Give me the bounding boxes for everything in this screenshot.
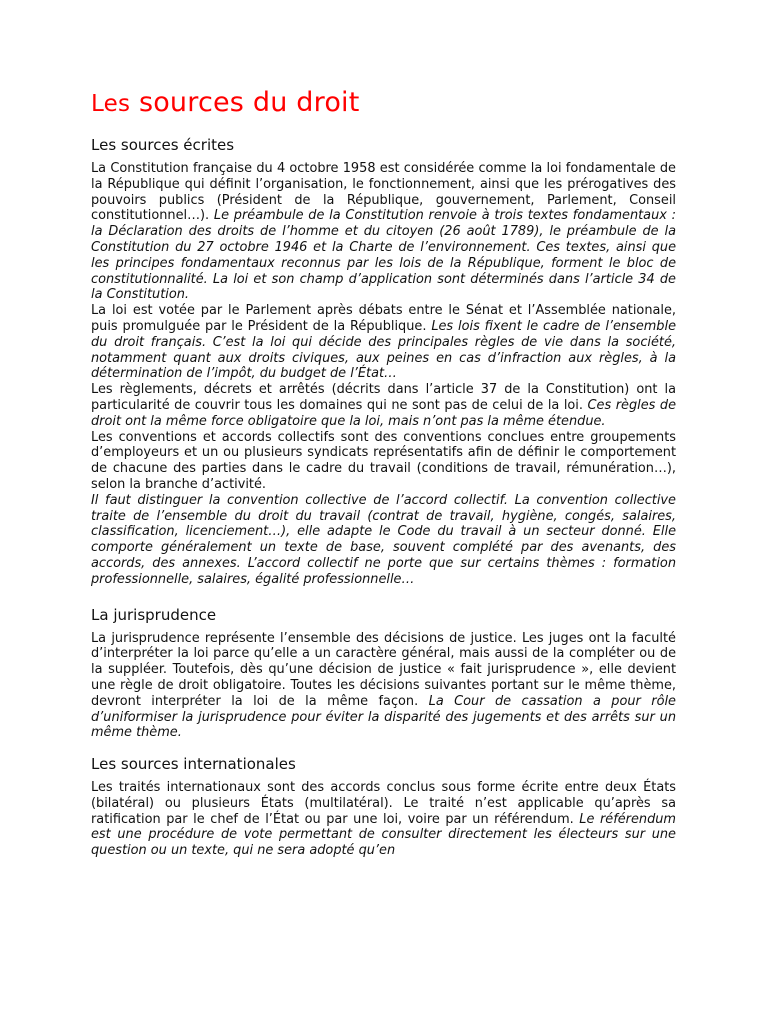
paragraph-italic-text: Il faut distinguer la convention collective de l’accord collectif. La convention collective traite de l’ensemble du droit du travail (contrat de travail, hygiène, congés, salaires, classification, licenciement…), elle adapte le Code du travail à un secteur donné. Elle comporte généralement un texte de base, souvent complété par des avenants, des accords, des annexes. L’accord collectif ne porte que sur certains thèmes : formation professionnelle, salaires, égalité professionnelle… xyxy=(91,492,676,587)
section-heading: La jurisprudence xyxy=(91,605,217,624)
paragraph-italic-text: Les lois fixent le cadre de l’ensemble du droit français. C’est la loi qui décide des principales règles de vie dans la société, notamment quant aux droits civiques, aux peines en cas d’infraction aux règles, à la détermination de l’impôt, du budget de l’État… xyxy=(91,318,677,382)
section-sources-internationales xyxy=(91,754,676,859)
section-jurisprudence xyxy=(91,605,676,742)
document-title xyxy=(91,86,676,121)
paragraph-italic-text: Le référendum est une procédure de vote permettant de consulter directement les électeurs sur une question ou un texte, qui ne sera adopté qu’en xyxy=(91,811,676,859)
paragraph-text: La jurisprudence représente l’ensemble des décisions de justice. Les juges ont la faculté d’interpréter la loi parce qu’elle a un caractère général, mais aussi de la compléter ou de la suppléer. Toutefois, dès qu’une décision de justice « fait jurisprudence », elle devient une règle de droit obligatoire. Toutes les décisions suivantes portant sur le même thème, devront interpréter la loi de la même façon. xyxy=(91,630,676,709)
paragraph-italic-text: Ces règles de droit ont la même force obligatoire que la loi, mais n’ont pas la même étendue. xyxy=(91,397,676,429)
paragraph-text: Les traités internationaux sont des accords conclus sous forme écrite entre deux États (bilatéral) ou plusieurs États (multilatéral). Le traité n’est applicable qu’après sa ratification par le chef de l’État ou par une loi, voire par un référendum. xyxy=(91,780,676,827)
paragraph-text: La Constitution française du 4 octobre 1958 est considérée comme la loi fondamentale de la République qui définit l’organisation, le fonctionnement, ainsi que les prérogatives des pouvoirs publics (Président de la République, gouvernement, Parlement, Conseil constitutionnel…). xyxy=(91,161,676,224)
paragraph-text: Les conventions et accords collectifs sont des conventions conclues entre groupements d’employeurs et un ou plusieurs syndicats représentatifs afin de définir le comportement de chacune des parties dans le cadre du travail (conditions de travail, rémunération…), selon la branche d’activité. xyxy=(91,429,676,492)
paragraph-italic-text: La Cour de cassation a pour rôle d’uniformiser la jurisprudence pour éviter la disparité des jugements et des arrêts sur un même thème. xyxy=(91,693,676,741)
paragraph-italic-text: Le préambule de la Constitution renvoie à trois textes fondamentaux : la Déclaration des droits de l’homme et du citoyen (26 août 1789), le préambule de la Constitution du 27 octobre 1946 et la Charte de l’environnement. Ces textes, ainsi que les principes fondamentaux reconnus par les lois de la République, forment le bloc de constitutionnalité. La loi et son champ d’application sont déterminés dans l’article 34 de la Constitution. xyxy=(91,208,676,303)
document-title-prefix: Les xyxy=(91,91,131,117)
document-page xyxy=(91,86,676,859)
paragraph xyxy=(91,430,676,493)
paragraph xyxy=(91,303,676,382)
document-title-main: sources du droit xyxy=(130,87,360,118)
section-sources-ecrites xyxy=(91,135,676,588)
section-heading: Les sources internationales xyxy=(91,755,296,774)
paragraph-text: Les règlements, décrets et arrêtés (décrits dans l’article 37 de la Constitution) ont la particularité de couvrir tous les domaines qui ne sont pas de celui de la loi. xyxy=(91,382,676,413)
paragraph xyxy=(91,631,676,742)
section-heading: Les sources écrites xyxy=(91,136,235,154)
paragraph-text: La loi est votée par le Parlement après débats entre le Sénat et l’Assemblée nationale, puis promulguée par le Président de la République. xyxy=(91,303,676,334)
paragraph xyxy=(91,161,676,303)
paragraph xyxy=(91,780,676,859)
paragraph xyxy=(91,493,676,588)
paragraph xyxy=(91,382,676,429)
